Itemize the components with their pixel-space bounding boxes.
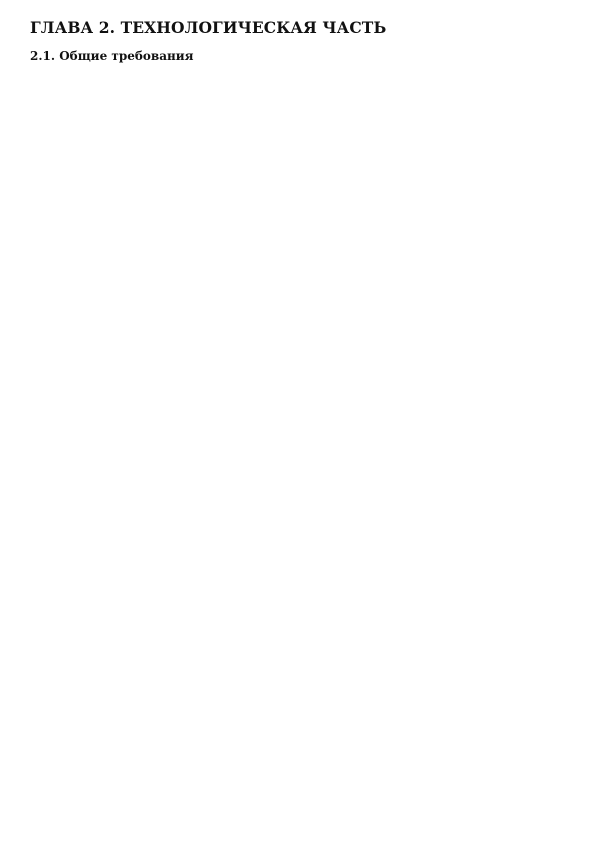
chapter-title: ГЛАВА 2. ТЕХНОЛОГИЧЕСКАЯ ЧАСТЬ	[30, 18, 387, 37]
section-title: 2.1. Общие требования	[30, 49, 194, 63]
